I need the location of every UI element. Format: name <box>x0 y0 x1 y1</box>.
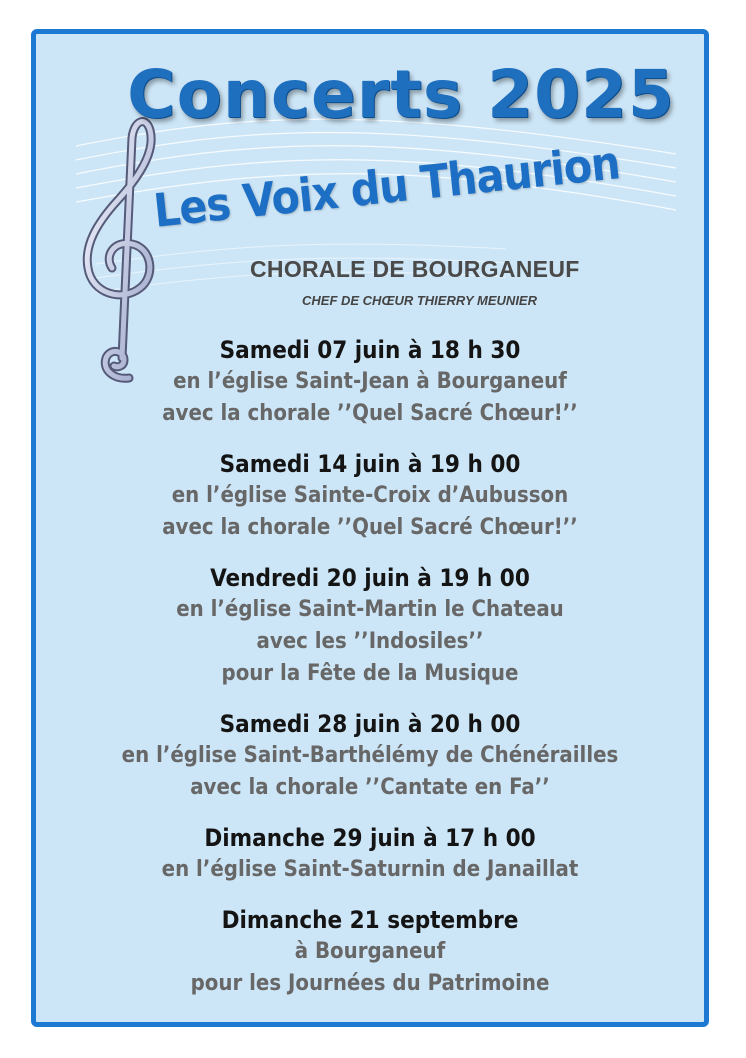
page-title: Concerts 2025 <box>127 56 675 133</box>
event-detail: avec la chorale ’’Quel Sacré Chœur!’’ <box>162 515 578 540</box>
event-venue: en l’église Saint-Jean à Bourganeuf <box>173 369 567 394</box>
event-detail: pour les Journées du Patrimoine <box>190 971 550 996</box>
event-item <box>36 904 704 1000</box>
event-venue: en l’église Saint-Barthélémy de Chénérailles <box>121 743 619 768</box>
event-date: Samedi 28 juin à 20 h 00 <box>219 710 521 738</box>
event-item <box>36 334 704 430</box>
event-date: Vendredi 20 juin à 19 h 00 <box>210 564 530 592</box>
event-date: Samedi 14 juin à 19 h 00 <box>219 450 521 478</box>
event-detail: avec la chorale ’’Quel Sacré Chœur!’’ <box>162 401 578 426</box>
event-item <box>36 562 704 690</box>
event-date: Dimanche 29 juin à 17 h 00 <box>204 824 536 852</box>
chorale-name: CHORALE DE BOURGANEUF <box>250 256 580 282</box>
event-date: Samedi 07 juin à 18 h 30 <box>219 336 521 364</box>
poster-frame <box>31 29 709 1027</box>
event-item <box>36 822 704 886</box>
event-item <box>36 708 704 804</box>
choir-name: Les Voix du Thaurion <box>151 135 623 238</box>
event-detail: avec les ’’Indosiles’’ <box>256 629 484 654</box>
event-list <box>36 334 704 1000</box>
event-detail: pour la Fête de la Musique <box>221 661 519 686</box>
event-venue: à Bourganeuf <box>294 939 446 964</box>
event-date: Dimanche 21 septembre <box>221 906 519 934</box>
event-venue: en l’église Sainte-Croix d’Aubusson <box>171 483 569 508</box>
event-detail: avec la chorale ’’Cantate en Fa’’ <box>190 775 550 800</box>
choir-director: CHEF DE CHŒUR THIERRY MEUNIER <box>302 293 537 308</box>
event-venue: en l’église Saint-Saturnin de Janaillat <box>161 857 579 882</box>
event-item <box>36 448 704 544</box>
event-venue: en l’église Saint-Martin le Chateau <box>176 597 564 622</box>
